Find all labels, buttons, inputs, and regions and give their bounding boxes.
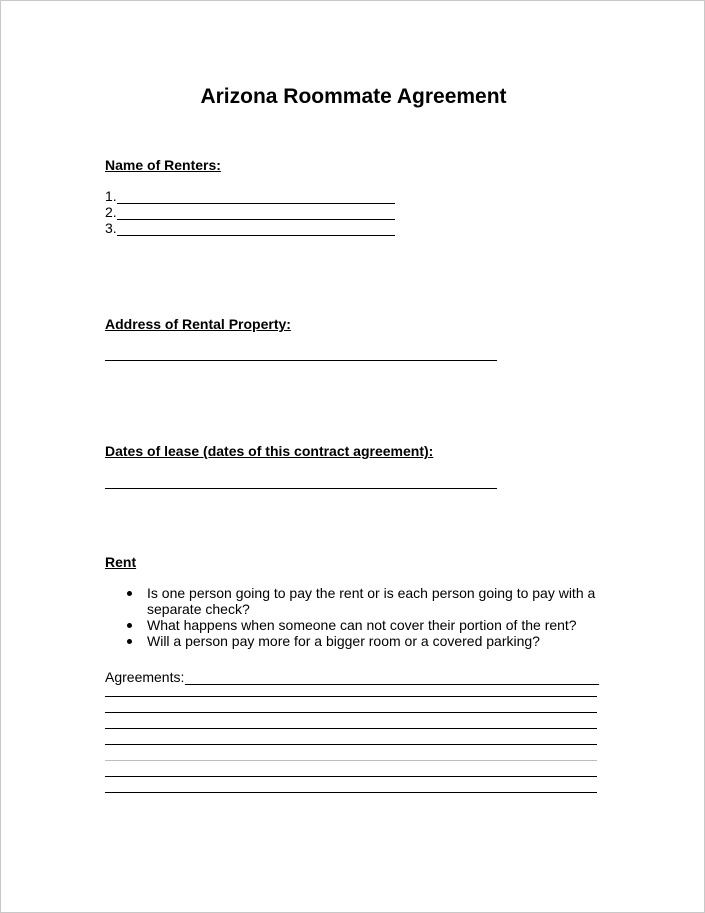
agreements-blank-line[interactable] xyxy=(105,712,597,713)
list-item: Will a person pay more for a bigger room or a covered parking? xyxy=(105,633,605,649)
renter-name-blank[interactable] xyxy=(117,206,395,220)
agreements-blank-line[interactable] xyxy=(105,792,597,793)
renter-number: 1. xyxy=(105,188,117,204)
renter-name-blank[interactable] xyxy=(117,190,395,204)
agreements-blank-line[interactable] xyxy=(105,776,597,777)
renter-line-3 xyxy=(105,220,395,236)
lease-dates-heading: Dates of lease (dates of this contract agreement): xyxy=(105,443,434,459)
renter-line-2 xyxy=(105,204,395,220)
agreements-blank-line[interactable] xyxy=(105,744,597,745)
renter-number: 3. xyxy=(105,220,117,236)
lease-dates-blank-line[interactable] xyxy=(105,488,497,489)
address-heading: Address of Rental Property: xyxy=(105,316,291,332)
document-title: Arizona Roommate Agreement xyxy=(200,85,507,108)
agreements-line xyxy=(105,667,599,685)
agreements-blank-line[interactable] xyxy=(105,696,597,697)
agreements-blank[interactable] xyxy=(185,670,599,685)
agreements-label: Agreements: xyxy=(105,669,185,685)
renters-heading: Name of Renters: xyxy=(105,157,221,173)
rent-questions-list xyxy=(105,585,605,649)
list-item: What happens when someone can not cover their portion of the rent? xyxy=(105,617,605,633)
renter-number: 2. xyxy=(105,204,117,220)
renter-line-1 xyxy=(105,188,395,204)
agreements-blank-line[interactable] xyxy=(105,760,597,761)
address-blank-line[interactable] xyxy=(105,360,497,361)
list-item: Is one person going to pay the rent or is each person going to pay with a separate check? xyxy=(105,585,605,617)
rent-heading: Rent xyxy=(105,554,137,570)
agreements-blank-line[interactable] xyxy=(105,728,597,729)
renter-name-blank[interactable] xyxy=(117,222,395,236)
